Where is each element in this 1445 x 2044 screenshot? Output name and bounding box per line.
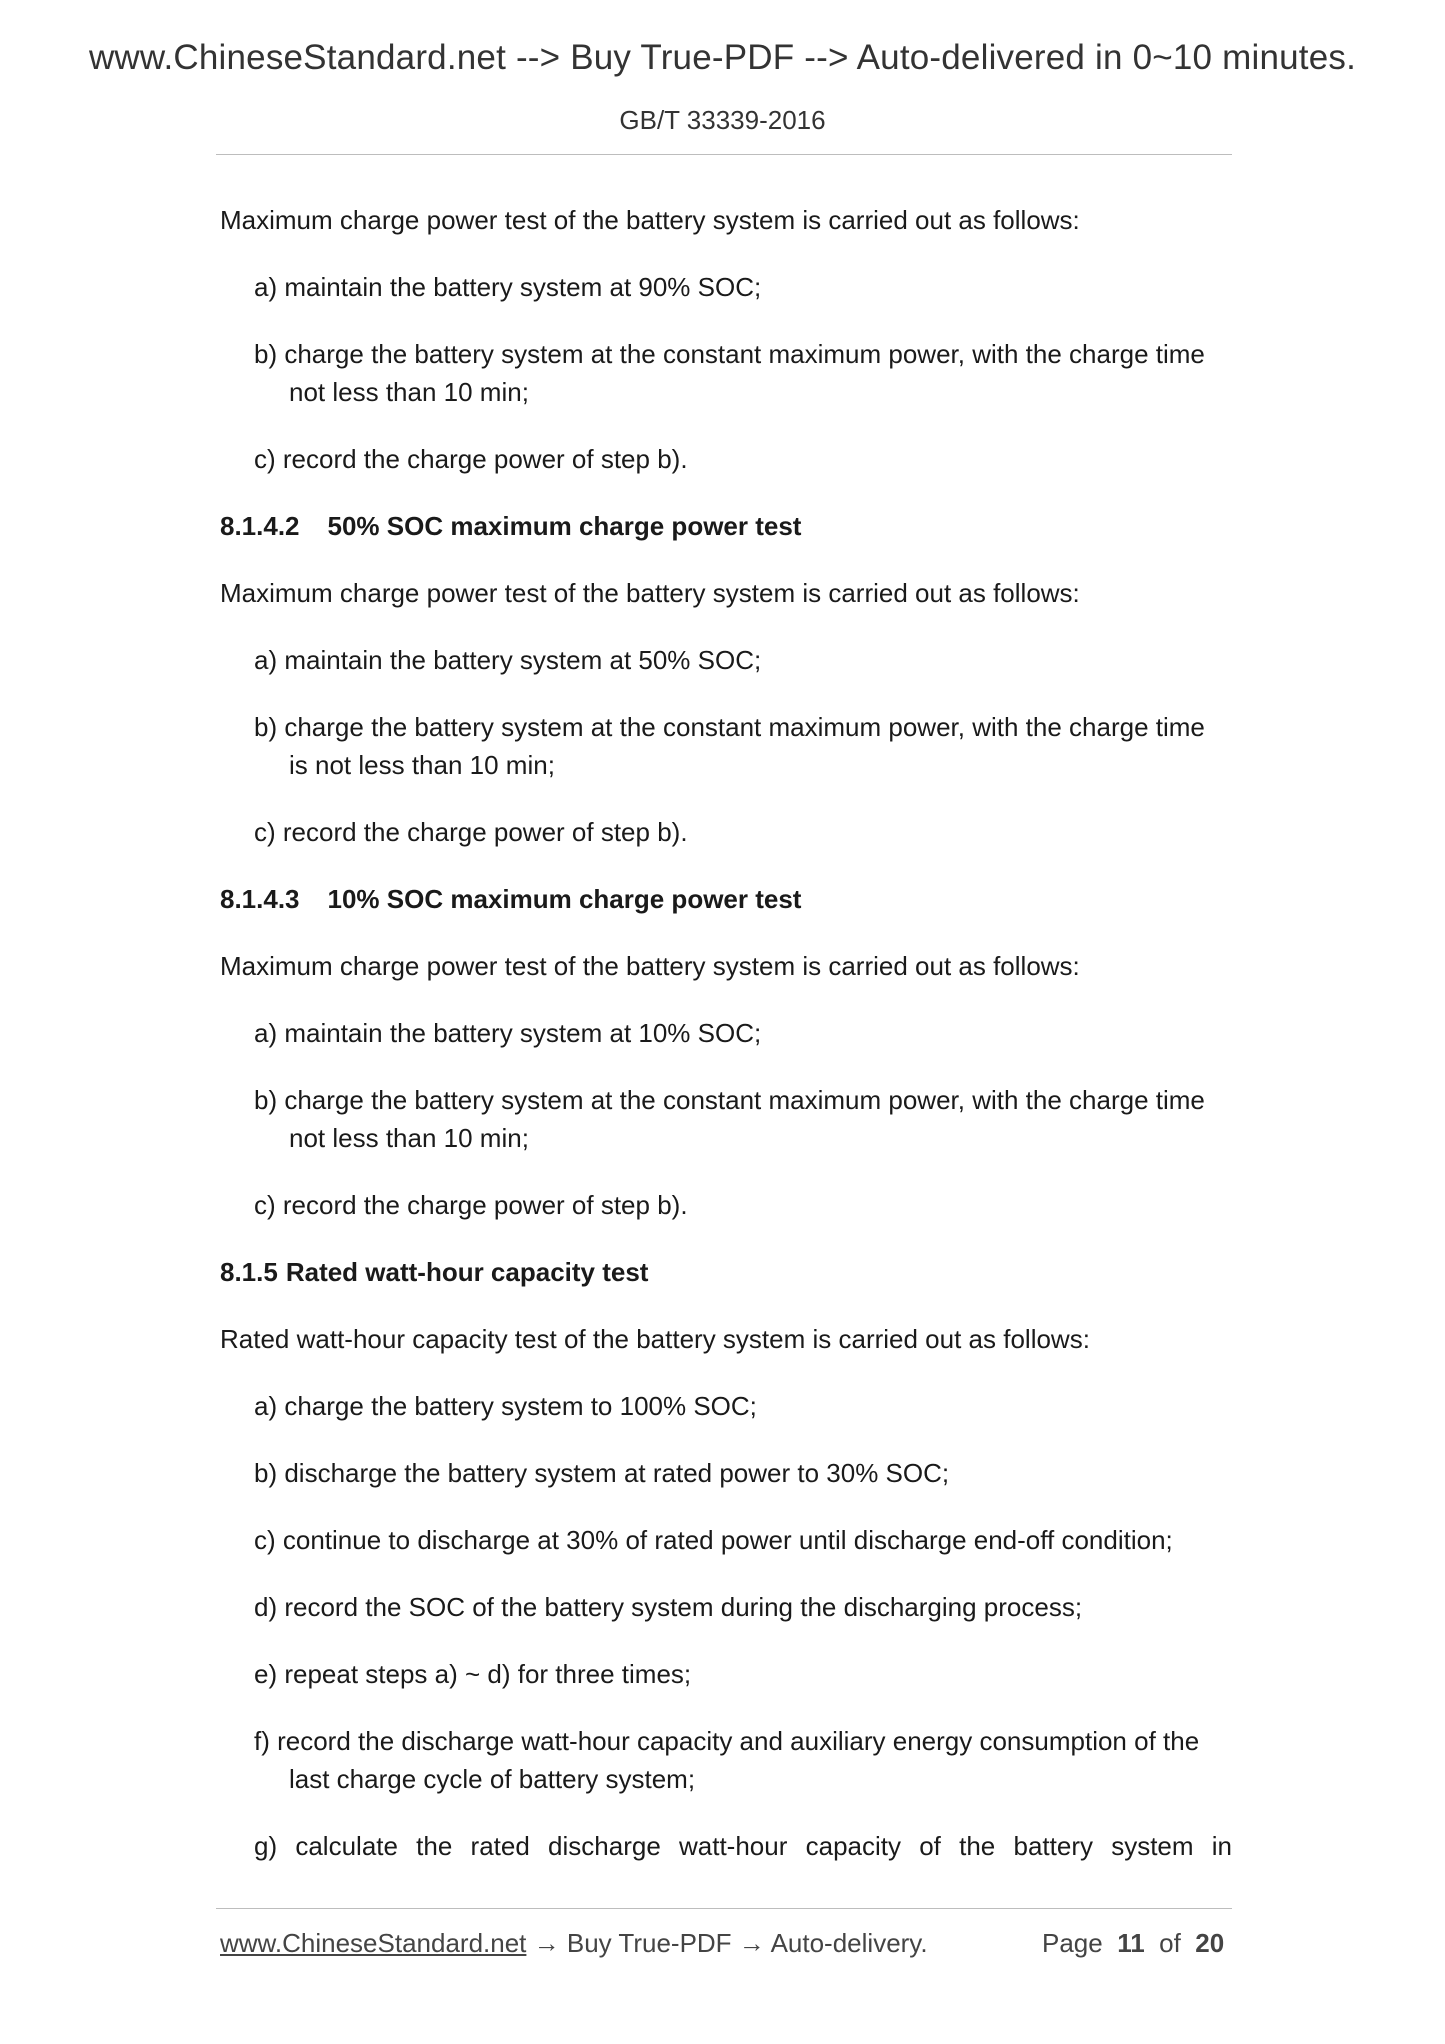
list-item-capacity-a: a) charge the battery system to 100% SOC; [254,1391,757,1421]
section-number: 8.1.5 [220,1257,278,1287]
site-banner: www.ChineseStandard.net --> Buy True-PDF --> Auto-delivered in 0~10 minutes. [88,38,1357,77]
list-item-capacity-f: f) record the discharge watt-hour capacity and auxiliary energy consumption of the [254,1726,1200,1756]
section-number: 8.1.4.3 [220,884,300,914]
paragraph-intro-10: Maximum charge power test of the battery system is carried out as follows: [220,951,1080,981]
paragraph-intro-50: Maximum charge power test of the battery system is carried out as follows: [220,578,1080,608]
list-item-50-a: a) maintain the battery system at 50% SOC; [254,645,762,675]
section-heading-8-1-4-3 [220,880,801,918]
paragraph-intro-90: Maximum charge power test of the battery system is carried out as follows: [220,205,1080,235]
paragraph-intro-capacity: Rated watt-hour capacity test of the battery system is carried out as follows: [220,1324,1090,1354]
section-number: 8.1.4.2 [220,511,300,541]
list-item-50-b-cont: is not less than 10 min; [289,750,555,780]
list-item-capacity-f-cont: last charge cycle of battery system; [289,1764,696,1794]
list-item-capacity-g: g) calculate the rated discharge watt-hour capacity of the battery system in [254,1831,1232,1861]
footer-promo [220,1928,928,1959]
footer-site-link[interactable]: www.ChineseStandard.net [220,1928,527,1958]
list-item-capacity-d: d) record the SOC of the battery system during the discharging process; [254,1592,1083,1622]
page-indicator [1042,1928,1224,1959]
list-item-90-b: b) charge the battery system at the constant maximum power, with the charge time [254,339,1205,369]
list-item-capacity-b: b) discharge the battery system at rated power to 30% SOC; [254,1458,950,1488]
list-item-10-b: b) charge the battery system at the constant maximum power, with the charge time [254,1085,1205,1115]
page-number: 11 [1117,1928,1145,1958]
section-title: 50% SOC maximum charge power test [327,511,802,541]
list-item-90-a: a) maintain the battery system at 90% SOC; [254,272,762,302]
section-title: Rated watt-hour capacity test [285,1257,649,1287]
document-code: GB/T 33339-2016 [619,105,826,135]
list-item-10-c: c) record the charge power of step b). [254,1190,688,1220]
list-item-90-b-cont: not less than 10 min; [289,377,529,407]
list-item-10-a: a) maintain the battery system at 10% SOC; [254,1018,762,1048]
list-item-capacity-c: c) continue to discharge at 30% of rated power until discharge end-off condition; [254,1525,1173,1555]
of-word: of [1159,1928,1181,1958]
list-item-10-b-cont: not less than 10 min; [289,1123,529,1153]
list-item-90-c: c) record the charge power of step b). [254,444,688,474]
page-total: 20 [1195,1928,1225,1958]
section-title: 10% SOC maximum charge power test [327,884,802,914]
header-divider [216,154,1232,155]
page-word: Page [1042,1928,1103,1958]
list-item-50-c: c) record the charge power of step b). [254,817,688,847]
section-heading-8-1-4-2 [220,507,801,545]
section-heading-8-1-5 [220,1253,648,1291]
list-item-capacity-e: e) repeat steps a) ~ d) for three times; [254,1659,692,1689]
footer-promo-text: → Buy True-PDF → Auto-delivery. [526,1928,928,1958]
list-item-50-b: b) charge the battery system at the constant maximum power, with the charge time [254,712,1205,742]
footer-divider [216,1908,1232,1909]
